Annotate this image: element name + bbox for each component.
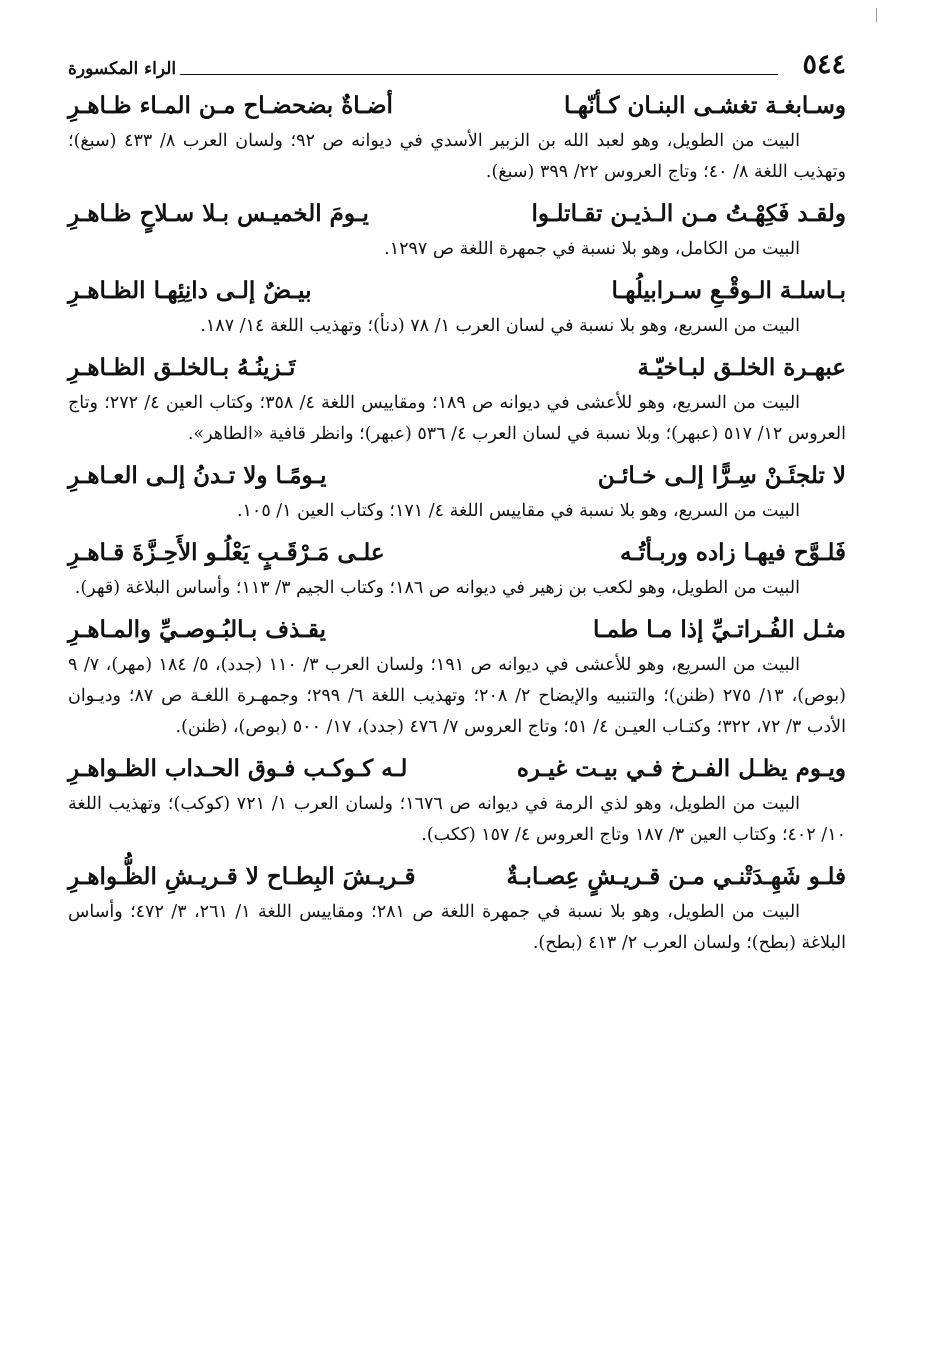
verse-line [68,751,846,787]
verse-first-hemistich: مثـل الفُـراتـيِّ إذا مـا طمـا [592,616,846,643]
commentary-paragraph: البيت من الطويل، وهو لكعب بن زهير في ديوانه ص ١٨٦؛ وكتاب الجيم ٣/ ١١٣؛ وأساس البلاغة (قهر). [74,578,800,598]
verse-first-hemistich: ويـوم يظـل الفـرخ فـي بيـت غيـره [516,755,846,782]
verse-first-hemistich: بـاسلـة الـوقْـعِ سـرابيلُهـا [611,277,846,304]
verse-second-hemistich: قـريـشَ البِطـاح لا قـريـشِ الظُّـواهـرِ [68,863,416,890]
commentary-paragraph: البيت من الطويل، وهو لعبد الله بن الزبير الأسدي في ديوانه ص ٩٢؛ ولسان العرب ٨/ ٤٣٣ (سبغ)؛ وتهذيب اللغة ٨/ ٤٠؛ وتاج العروس ٢٢/ ٣٩٩ (سبغ). [68,131,846,182]
entry [68,535,846,604]
verse-second-hemistich: لـه كـوكـب فـوق الحـداب الظـواهـرِ [68,755,408,782]
verse-line [68,535,846,571]
verse-second-hemistich: علـى مَـرْقَـبٍ يَعْلُـو الأَحِـزَّةَ قـاهـرِ [68,539,385,566]
commentary-paragraph: البيت من الطويل، وهو بلا نسبة في جمهرة اللغة ص ٢٨١؛ ومقاييس اللغة ١/ ٢٦١، ٣/ ٤٧٢؛ وأساس البلاغة (بطح)؛ ولسان العرب ٢/ ٤١٣ (بطح). [68,902,846,953]
verse-first-hemistich: لا تلجئَـنْ سِـرًّا إلـى خـائـن [597,462,846,489]
verse-first-hemistich: عبهـرة الخلـق لبـاخيّـة [637,354,846,381]
verse-second-hemistich: يـومَ الخميـس بـلا سـلاحٍ ظـاهـرِ [68,200,369,227]
verse-line [68,350,846,386]
verse-first-hemistich: وسـابغـة تغشـى البنـان كـأنّهـا [564,92,846,119]
entry [68,859,846,959]
entry [68,612,846,743]
verse-first-hemistich: ولقـد فَكِهْـتُ مـن الـذيـن تقـاتلـوا [531,200,846,227]
verse-second-hemistich: يـومًـا ولا تـدنُ إلـى العـاهـرِ [68,462,327,489]
header-rule [180,74,778,75]
entry [68,196,846,265]
margin-tick-mark [876,8,877,22]
entry [68,88,846,188]
verse-first-hemistich: فلـو شَهِـدَتْنـي مـن قـريـشٍ عِصـابـةٌ [506,863,846,890]
running-title: الراء المكسورة [68,59,177,79]
verse-second-hemistich: يقـذف بـالبُـوصـيِّ والمـاهـرِ [68,616,326,643]
commentary-paragraph: البيت من السريع، وهو للأعشى في ديوانه ص ١٩١؛ ولسان العرب ٣/ ١١٠ (جدد)، ٥/ ١٨٤ (مهر)، ٧/ ٩ (بوص)، ١٣/ ٢٧٥ (ظنن)؛ والتنبيه والإيضاح ٢/ ٢٠٨؛ وتهذيب اللغة ٦/ ٢٩٩؛ وجمهـرة اللغـة ص ٨٧؛ وديـوان الأدب ٣/ ٧٢، ٣٢٢؛ وكتـاب العيـن ٤/ ٥١؛ وتاج العروس ٧/ ٤٧٦ (جدد)، ١٧/ ٥٠٠ (بوص)، (ظنن). [68,655,846,737]
commentary-paragraph: البيت من الكامل، وهو بلا نسبة في جمهرة اللغة ص ١٢٩٧. [384,239,800,259]
verse-line [68,612,846,648]
page-header [68,40,846,80]
entry [68,458,846,527]
entry [68,273,846,342]
commentary-paragraph: البيت من السريع، وهو للأعشى في ديوانه ص ١٨٩؛ ومقاييس اللغة ٤/ ٣٥٨؛ وكتاب العين ٤/ ٢٧٢؛ وتاج العروس ١٢/ ٥١٧ (عبهر)؛ وبلا نسبة في لسان العرب ٤/ ٥٣٦ (عبهر)؛ وانظر قافية «الطاهر». [68,393,846,444]
verse-second-hemistich: تَـزينُـهُ بـالخلـق الظـاهـرِ [68,354,296,381]
verse-line [68,859,846,895]
page-number: ٥٤٤ [802,49,846,80]
entry [68,350,846,450]
verse-first-hemistich: فَلـوَّح فيهـا زاده وربـأتُـه [619,539,846,566]
verse-second-hemistich: بيـضٌ إلـى دانِئِهـا الظـاهـرِ [68,277,312,304]
entries [68,88,846,959]
verse-line [68,88,846,124]
commentary-paragraph: البيت من الطويل، وهو لذي الرمة في ديوانه ص ١٦٧٦؛ ولسان العرب ١/ ٧٢١ (كوكب)؛ وتهذيب اللغة ١٠/ ٤٠٢؛ وكتاب العين ٣/ ١٨٧ وتاج العروس ٤/ ١٥٧ (ككب). [68,794,846,845]
verse-second-hemistich: أضـاةٌ بضحضـاح مـن المـاء ظـاهـرِ [68,92,393,119]
entry [68,751,846,851]
verse-line [68,273,846,309]
verse-line [68,196,846,232]
commentary-paragraph: البيت من السريع، وهو بلا نسبة في لسان العرب ١/ ٧٨ (دنأ)؛ وتهذيب اللغة ١٤/ ١٨٧. [200,316,800,336]
commentary-paragraph: البيت من السريع، وهو بلا نسبة في مقاييس اللغة ٤/ ١٧١؛ وكتاب العين ١/ ١٠٥. [236,501,800,521]
verse-line [68,458,846,494]
book-page [68,40,846,965]
